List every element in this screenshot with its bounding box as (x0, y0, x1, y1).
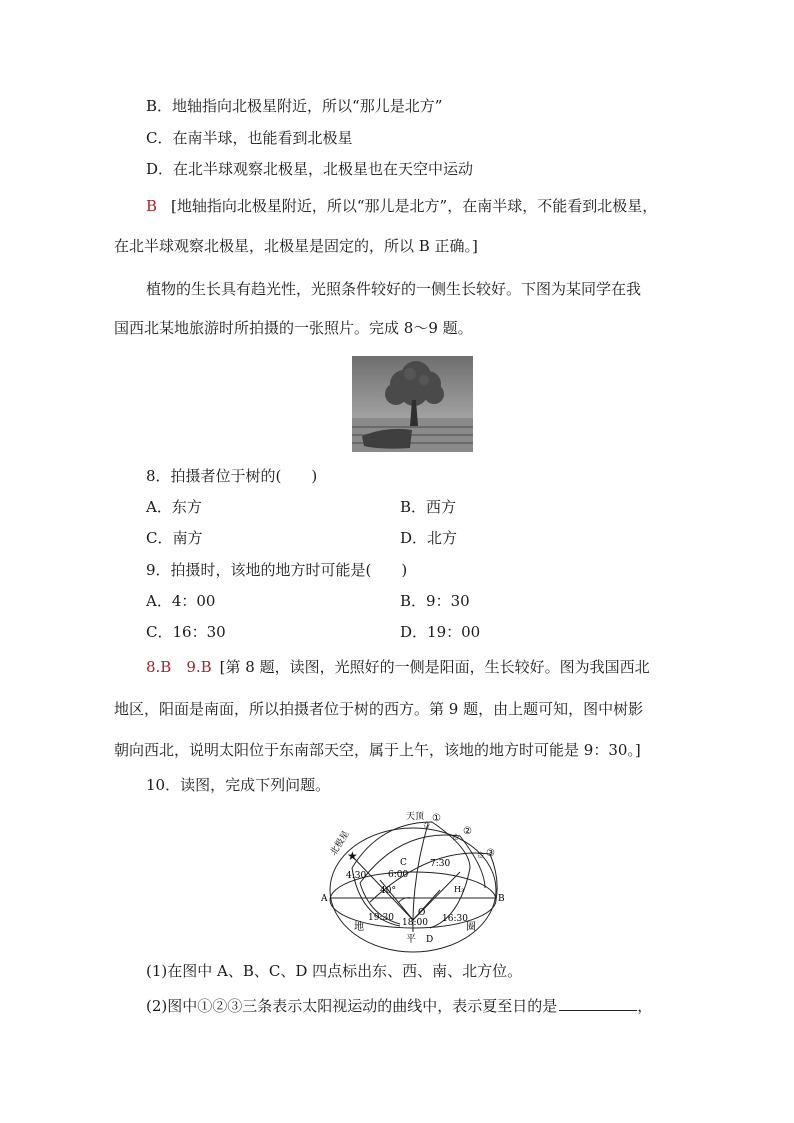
q8-option-d: D．北方 (400, 529, 458, 547)
q7-option-d: D．在北半球观察北极星，北极星也在天空中运动 (146, 160, 474, 178)
label-B: B (498, 894, 505, 904)
label-circle-2: ② (463, 826, 472, 837)
label-circle-1: ① (432, 813, 441, 824)
q9-option-c: C．16：30 (146, 623, 226, 641)
svg-text:✩: ✩ (452, 833, 460, 843)
label-A: A (321, 894, 328, 904)
q9-option-b: B．9：30 (400, 592, 470, 610)
q10-stem: 10．读图，完成下列问题。 (146, 776, 331, 794)
q10-sub2: (2)图中①②③三条表示太阳视运动的曲线中，表示夏至日的是 (146, 997, 558, 1015)
label-t430: 4:30 (346, 871, 367, 881)
label-O: O (418, 908, 426, 918)
ans89-key: 8.B 9.B (146, 658, 212, 676)
q10-sub2-line (146, 994, 652, 1016)
label-t1630: 16:30 (442, 914, 468, 924)
label-horizon-1: 地 (354, 922, 364, 933)
q10-sub2-end: ， (637, 997, 653, 1015)
label-t730: 7:30 (430, 859, 451, 869)
q7-answer-key: B (146, 197, 158, 215)
q7-option-c: C．在南半球，也能看到北极星 (146, 129, 353, 147)
label-horizon-2: 平 (406, 934, 416, 945)
label-t1800: 18:00 (402, 918, 428, 928)
label-H3: H₃ (454, 885, 465, 894)
label-circle-3: ③ (486, 848, 495, 859)
passage-line-2: 国西北某地旅游时所拍摄的一张照片。完成 8～9 题。 (114, 319, 473, 337)
sun-path-diagram (320, 808, 506, 954)
q8-option-b: B．西方 (400, 498, 457, 516)
ans89-explanation-1: [第 8 题，读图，光照好的一侧是阳面，生长较好。图为我国西北 (219, 658, 650, 676)
ans89-explanation-2: 地区，阳面是南面，所以拍摄者位于树的西方。第 9 题，由上题可知，图中树影 (114, 700, 644, 718)
label-zenith: 天顶 (406, 812, 425, 822)
label-horizon-3: 圈 (466, 922, 476, 933)
q9-option-d: D．19：00 (400, 623, 481, 641)
q7-option-b: B．地轴指向北极星附近，所以“那儿是北方” (146, 97, 443, 115)
svg-text:✩: ✩ (423, 821, 431, 831)
q8-stem: 8．拍摄者位于树的( ) (146, 467, 318, 485)
ans89-explanation-3: 朝向西北，说明太阳位于东南部天空，属于上午，该地的地方时可能是 9：30。] (114, 741, 641, 759)
label-t600: 6:00 (388, 870, 409, 880)
q9-option-a: A．4：00 (146, 592, 216, 610)
svg-text:✩: ✩ (477, 851, 485, 861)
q9-stem: 9．拍摄时，该地的地方时可能是( ) (146, 561, 408, 579)
tree-photo (352, 356, 473, 452)
q8-option-c: C．南方 (146, 529, 203, 547)
label-C: C (400, 858, 407, 868)
q7-explanation-2: 在北半球观察北极星，北极星是固定的，所以 B 正确。] (114, 237, 478, 255)
q7-explanation-1: [地轴指向北极星附近，所以“那儿是北方”，在南半球，不能看到北极星， (171, 197, 658, 215)
label-t1930: 19:30 (368, 913, 394, 923)
ans89-line1 (146, 657, 650, 677)
passage-line-1: 植物的生长具有趋光性，光照条件较好的一侧生长较好。下图为某同学在我 (146, 280, 642, 298)
q7-answer-line1 (146, 196, 657, 216)
label-angle: 40° (380, 886, 396, 896)
answer-blank[interactable] (559, 994, 637, 1011)
label-D: D (426, 935, 434, 945)
polaris-star-icon: ★ (347, 849, 358, 863)
q8-option-a: A．东方 (146, 498, 202, 516)
label-polaris: 北极星 (328, 829, 352, 858)
q10-sub1: (1)在图中 A、B、C、D 四点标出东、西、南、北方位。 (146, 962, 523, 980)
